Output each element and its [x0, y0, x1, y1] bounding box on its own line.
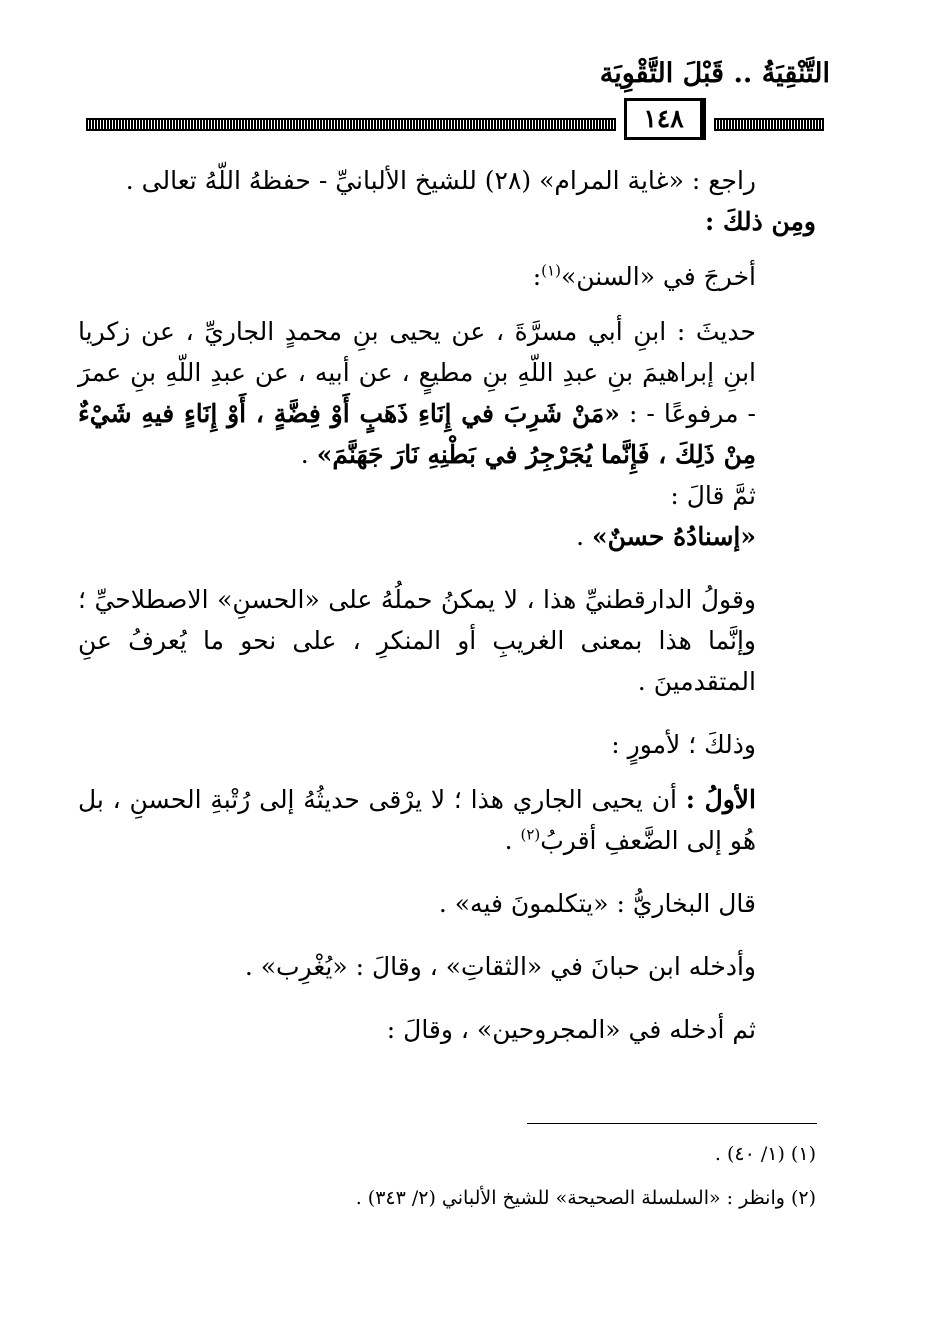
- intro-line: [78, 256, 816, 297]
- footnote-ref-1: (١): [541, 261, 561, 280]
- isnad-line: [78, 516, 816, 557]
- section-heading: ومِن ذلكَ :: [705, 207, 816, 236]
- daraqutni-paragraph: وقولُ الدارقطنيِّ هذا ، لا يمكنُ حملُهُ على «الحسنِ» الاصطلاحيِّ ؛ وإنَّما هذا بمعنى الغريبِ أو المنكرِ ، على نحو ما يُعرفُ عنِ المتقدمينَ .: [78, 585, 756, 696]
- hadith-text: «مَنْ شَرِبَ في إِنَاءِ ذَهَبٍ أَوْ فِضَّةٍ ، أَوْ إِنَاءٍ فيهِ شَيْءٌ مِنْ ذَلِكَ ، فَإِنَّما يُجَرْجِرُ في بَطْنِهِ نَارَ جَهَنَّمَ»: [78, 399, 756, 469]
- first-reason: [78, 779, 816, 861]
- first-end: .: [504, 826, 513, 855]
- hadith-paragraph: [78, 311, 816, 475]
- ibn-hibban-line: وأدخله ابن حبانَ في «الثقاتِ» ، وقالَ : «يُغْرِب» .: [244, 952, 756, 981]
- footnote-separator: [527, 1123, 817, 1124]
- reasons-line: وذلكَ ؛ لأمورٍ :: [611, 730, 756, 759]
- header-rule-right: [714, 118, 824, 131]
- majruhin-line: ثم أدخله في «المجروحين» ، وقالَ :: [386, 1015, 756, 1044]
- reference-line: راجع : «غاية المرام» (٢٨) للشيخ الألبانيِّ - حفظهُ اللّهُ تعالى .: [125, 166, 756, 195]
- first-label: الأولُ :: [685, 785, 757, 814]
- footnotes: [78, 1132, 816, 1220]
- intro-text: أخرجَ في «السنن»: [560, 262, 756, 291]
- running-title: التَّنْقِيَةُ .. قَبْلَ التَّقْوِيَة: [599, 58, 830, 89]
- header-rule-left: [86, 118, 616, 131]
- footnote-1: (١) (١/ ٤٠) .: [714, 1143, 816, 1165]
- footnote-ref-2: (٢): [520, 825, 541, 844]
- isnad-end: .: [576, 522, 585, 551]
- hadith-chain: حديثَ : ابنِ أبي مسرَّةَ ، عن يحيى بنِ محمدٍ الجاريِّ ، عن زكريا ابنِ إبراهيمَ بنِ عبدِ اللّهِ بنِ مطيعٍ ، عن أبيه ، عن عبدِ اللّهِ بنِ عمرَ - مرفوعًا - :: [78, 317, 756, 428]
- main-text: [78, 160, 816, 1050]
- isnad-text: «إسنادُهُ حسنٌ»: [591, 522, 756, 551]
- intro-colon: :: [532, 262, 542, 291]
- page-number: ١٤٨: [624, 98, 706, 140]
- footnote-2: (٢) وانظر : «السلسلة الصحيحة» للشيخ الألباني (٢/ ٣٤٣) .: [355, 1187, 816, 1209]
- first-text: أن يحيى الجاري هذا ؛ لا يرْقى حديثُهُ إلى رُتْبةِ الحسنِ ، بل هُو إلى الضَّعفِ أقربُ: [78, 785, 756, 855]
- then-said: ثمَّ قالَ :: [670, 481, 756, 510]
- page-header: [0, 0, 940, 140]
- hadith-end: .: [300, 440, 309, 469]
- bukhari-line: قال البخاريُّ : «يتكلمونَ فيه» .: [438, 889, 756, 918]
